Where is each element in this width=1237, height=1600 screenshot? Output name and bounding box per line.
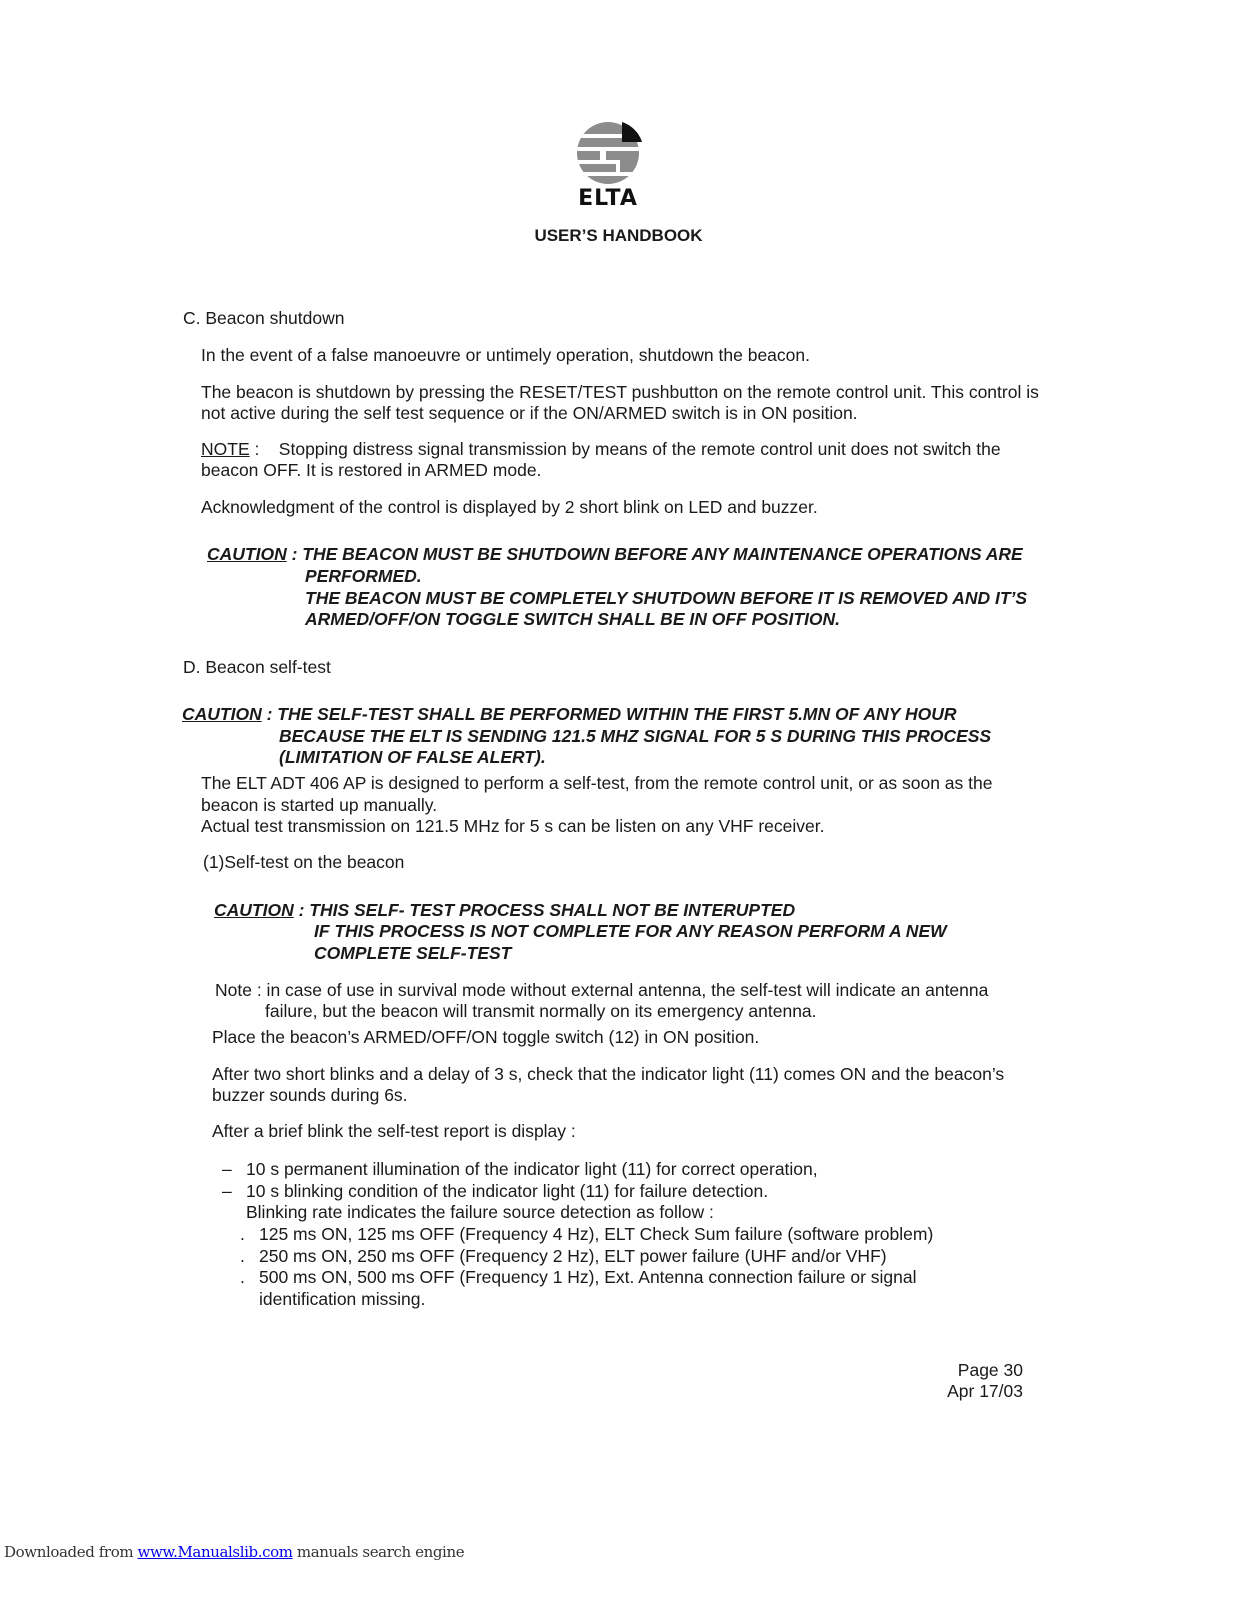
self-test-paragraph-4: After a brief blink the self-test report is display : — [212, 1121, 576, 1141]
blinking-rate-list — [240, 1224, 934, 1310]
section-c-note-line-2: beacon OFF. It is restored in ARMED mode. — [201, 460, 542, 480]
caution-text: : THE SELF-TEST SHALL BE PERFORMED WITHIN THE FIRST 5.MN OF ANY HOUR — [261, 704, 957, 724]
list-dot-marker: . — [240, 1224, 245, 1244]
list-dot-marker: . — [240, 1267, 245, 1287]
self-test-caution-line-3: COMPLETE SELF-TEST — [314, 943, 512, 963]
elta-logo — [572, 120, 644, 215]
section-d-caution-line-3: (LIMITATION OF FALSE ALERT). — [279, 747, 546, 767]
footer-suffix: manuals search engine — [292, 1543, 465, 1561]
note-label: NOTE — [201, 439, 250, 459]
document-title: USER’S HANDBOOK — [534, 226, 703, 245]
caution-label: CAUTION — [182, 704, 262, 724]
section-d-paragraph-1-line-2: beacon is started up manually. — [201, 795, 438, 815]
list-dash-marker: – — [222, 1159, 232, 1179]
list-item-text: 250 ms ON, 250 ms OFF (Frequency 2 Hz), ELT power failure (UHF and/or VHF) — [259, 1245, 887, 1266]
section-d-caution-line-2: BECAUSE THE ELT IS SENDING 121.5 MHZ SIGNAL FOR 5 S DURING THIS PROCESS — [279, 726, 992, 746]
list-item-continuation: identification missing. — [259, 1288, 426, 1309]
section-c-heading: C. Beacon shutdown — [183, 308, 345, 328]
list-item — [240, 1224, 934, 1246]
list-dot-marker: . — [240, 1245, 245, 1266]
section-d-heading: D. Beacon self-test — [183, 657, 331, 677]
section-d-paragraph-1-line-3: Actual test transmission on 121.5 MHz for 5 s can be listen on any VHF receiver. — [201, 816, 825, 836]
self-test-caution-line-1 — [214, 900, 795, 922]
download-footer — [4, 1543, 464, 1561]
self-test-note-line-1: Note : in case of use in survival mode without external antenna, the self-test will indicate an antenna — [215, 980, 989, 1000]
section-c-paragraph-2-line-2: not active during the self test sequence or if the ON/ARMED switch is in ON position. — [201, 403, 858, 423]
list-item-text: 10 s permanent illumination of the indicator light (11) for correct operation, — [246, 1159, 818, 1179]
caution-label: CAUTION — [214, 900, 294, 920]
list-dash-marker: – — [222, 1180, 232, 1201]
list-item — [240, 1245, 887, 1268]
page-date: Apr 17/03 — [947, 1381, 1023, 1401]
section-c-note-line-1 — [201, 439, 1001, 461]
self-test-caution-line-2: IF THIS PROCESS IS NOT COMPLETE FOR ANY REASON PERFORM A NEW — [314, 921, 947, 941]
section-c-caution-line-2: PERFORMED. — [305, 566, 422, 586]
list-item-text: 500 ms ON, 500 ms OFF (Frequency 1 Hz), Ext. Antenna connection failure or signal — [259, 1267, 917, 1287]
section-c-caution-line-4: ARMED/OFF/ON TOGGLE SWITCH SHALL BE IN OFF POSITION. — [305, 609, 841, 629]
elta-globe-icon — [572, 120, 644, 184]
note-text: : Stopping distress signal transmission by means of the remote control unit does not switch the — [249, 439, 1001, 459]
list-item-text: 10 s blinking condition of the indicator light (11) for failure detection. — [246, 1180, 769, 1201]
blinking-rate-intro: Blinking rate indicates the failure source detection as follow : — [246, 1202, 714, 1222]
section-d-caution-line-1 — [182, 704, 957, 726]
self-test-paragraph-2: Place the beacon’s ARMED/OFF/ON toggle switch (12) in ON position. — [212, 1027, 760, 1047]
caution-label: CAUTION — [207, 544, 287, 564]
footer-prefix: Downloaded from — [4, 1543, 138, 1561]
self-test-note-line-2: failure, but the beacon will transmit normally on its emergency antenna. — [265, 1001, 817, 1021]
section-c-caution-line-3: THE BEACON MUST BE COMPLETELY SHUTDOWN BEFORE IT IS REMOVED AND IT’S — [305, 588, 1028, 608]
logo-text: ELTA — [578, 186, 638, 211]
self-test-subheading: (1)Self-test on the beacon — [203, 852, 405, 872]
list-item-text: 125 ms ON, 125 ms OFF (Frequency 4 Hz), ELT Check Sum failure (software problem) — [259, 1224, 934, 1244]
caution-text: : THE BEACON MUST BE SHUTDOWN BEFORE ANY MAINTENANCE OPERATIONS ARE — [286, 544, 1023, 564]
section-c-paragraph-1: In the event of a false manoeuvre or untimely operation, shutdown the beacon. — [201, 345, 810, 365]
self-test-paragraph-3-line-1: After two short blinks and a delay of 3 s, check that the indicator light (11) comes ON and the beacon’s — [212, 1064, 1005, 1084]
page-number: Page 30 — [957, 1360, 1023, 1380]
manualslib-link[interactable]: www.Manualslib.com — [137, 1543, 293, 1561]
section-c-paragraph-3: Acknowledgment of the control is displayed by 2 short blink on LED and buzzer. — [201, 497, 818, 517]
section-d-paragraph-1-line-1: The ELT ADT 406 AP is designed to perform a self-test, from the remote control unit, or as soon as the — [201, 773, 993, 793]
section-c-caution-line-1 — [207, 544, 1023, 566]
self-test-paragraph-3-line-2: buzzer sounds during 6s. — [212, 1085, 408, 1105]
list-item — [240, 1267, 917, 1289]
section-c-paragraph-2-line-1: The beacon is shutdown by pressing the RESET/TEST pushbutton on the remote control unit. This control is — [201, 382, 1039, 402]
caution-text: : THIS SELF- TEST PROCESS SHALL NOT BE INTERUPTED — [293, 900, 796, 920]
